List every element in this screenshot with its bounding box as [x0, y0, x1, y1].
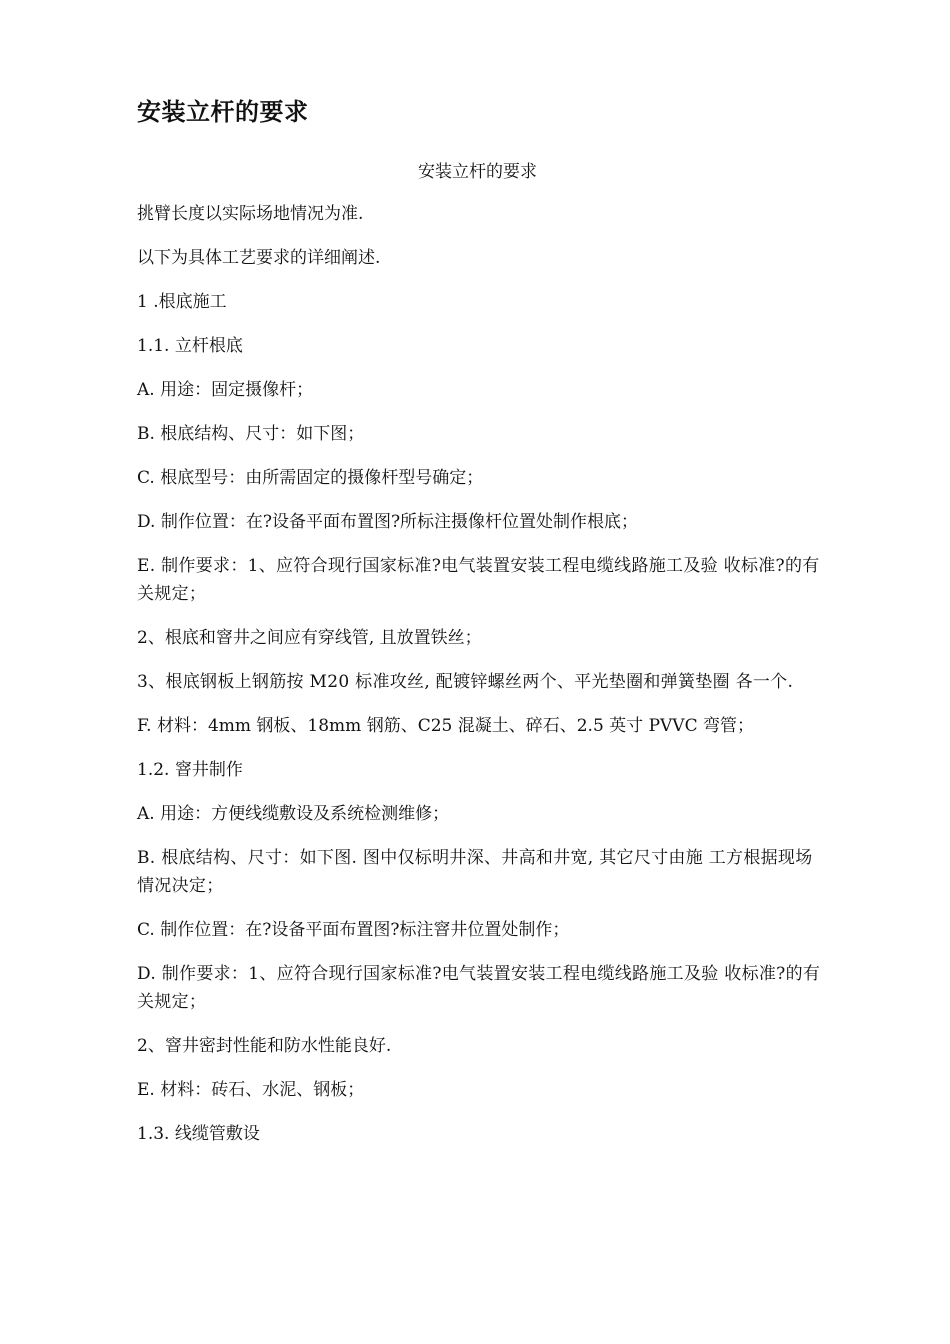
subsection-heading-1-2: 1.2. 窨井制作 — [137, 760, 243, 780]
list-item-1-2-a: A. 用途：方便线缆敷设及系统检测维修； — [137, 804, 450, 824]
document-title: 安装立杆的要求 — [137, 97, 309, 126]
list-item-1-2-e: E. 材料：砖石、水泥、钢板； — [137, 1080, 365, 1100]
list-item-1-1-d: D. 制作位置：在?设备平面布置图?所标注摄像杆位置处制作根底； — [137, 512, 639, 532]
list-item-1-1-e-3: 3、根底钢板上钢筋按 M20 标准攻丝, 配镀锌螺丝两个、平光垫圈和弹簧垫圈 各一个. — [137, 672, 794, 692]
list-item-1-1-e-2: 2、根底和窨井之间应有穿线管, 且放置铁丝； — [137, 628, 482, 648]
list-item-1-1-f: F. 材料：4mm 钢板、18mm 钢筋、C25 混凝土、碎石、2.5 英寸 PVVC 弯管； — [137, 716, 754, 736]
list-item-1-2-d-2: 2、窨井密封性能和防水性能良好. — [137, 1036, 392, 1056]
subsection-heading-1-1: 1.1. 立杆根底 — [137, 336, 243, 356]
list-item-1-1-a: A. 用途：固定摄像杆； — [137, 380, 314, 400]
paragraph-intro-2: 以下为具体工艺要求的详细阐述. — [137, 248, 381, 268]
list-item-1-2-c: C. 制作位置：在?设备平面布置图?标注窨井位置处制作； — [137, 920, 570, 940]
list-item-1-1-c: C. 根底型号：由所需固定的摄像杆型号确定； — [137, 468, 484, 488]
section-heading-1: 1 .根底施工 — [137, 292, 227, 312]
subsection-heading-1-3: 1.3. 线缆管敷设 — [137, 1124, 260, 1144]
list-item-1-1-b: B. 根底结构、尺寸：如下图； — [137, 424, 365, 444]
document-subtitle: 安装立杆的要求 — [418, 162, 537, 182]
list-item-1-1-e: E. 制作要求：1、应符合现行国家标准?电气装置安装工程电缆线路施工及验 收标准?的有关规定； — [137, 556, 820, 604]
document-body — [137, 200, 823, 1164]
list-item-1-2-d: D. 制作要求：1、应符合现行国家标准?电气装置安装工程电缆线路施工及验 收标准?的有关规定； — [137, 964, 821, 1012]
list-item-1-2-b: B. 根底结构、尺寸：如下图. 图中仅标明井深、井高和井宽, 其它尺寸由施 工方根据现场情况决定； — [137, 848, 813, 896]
paragraph-intro-1: 挑臂长度以实际场地情况为准. — [137, 204, 364, 224]
